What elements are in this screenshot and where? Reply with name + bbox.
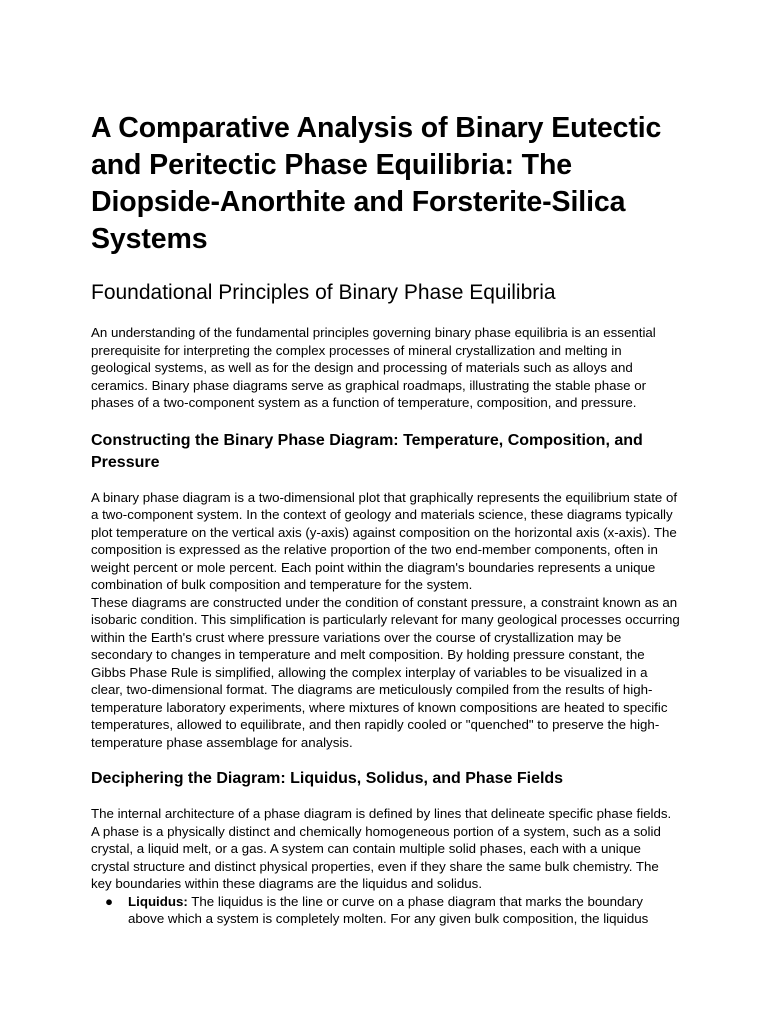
paragraph-diagram-definition: A binary phase diagram is a two-dimensional plot that graphically represents the equilibrium state of a two-component system. In the context of geology and materials science, these diagrams typically plot temperature on the vertical axis (y-axis) against composition on the horizontal axis (x-axis). The composition is expressed as the relative proportion of the two end-member components, often in weight percent or mole percent. Each point within the diagram's boundaries represents a unique combination of bulk composition and temperature for the system.: [91, 489, 678, 592]
section-heading: Foundational Principles of Binary Phase Equilibria: [91, 281, 556, 304]
paragraph-phase-fields: The internal architecture of a phase diagram is defined by lines that delineate specific phase fields. A phase is a physically distinct and chemically homogeneous portion of a system, such as a solid crystal, a liquid melt, or a gas. A system can contain multiple solid phases, each with a unique crystal structure and distinct physical properties, even if they share the same bulk chemistry. The key boundaries within these diagrams are the liquidus and solidus.: [91, 806, 672, 891]
subsection-heading-diagram-construction: Constructing the Binary Phase Diagram: Temperature, Composition, and Pressure: [91, 431, 643, 471]
list-item-text: The liquidus is the line or curve on a phase diagram that marks the boundary above which a system is completely molten. For any given bulk composition, the liquidus: [128, 893, 649, 926]
paragraph-isobaric-condition: These diagrams are constructed under the condition of constant pressure, a constraint known as an isobaric condition. This simplification is particularly relevant for many geological processes occurring within the Earth's crust where pressure variations over the course of crystallization may be secondary to changes in temperature and melt composition. By holding pressure constant, the Gibbs Phase Rule is simplified, allowing the complex interplay of variables to be visualized in a clear, two-dimensional format. The diagrams are meticulously compiled from the results of high-temperature laboratory experiments, where mixtures of known compositions are heated to specific temperatures, allowed to equilibrate, and then rapidly cooled or "quenched" to preserve the high-temperature phase assemblage for analysis.: [91, 594, 680, 750]
intro-paragraph: An understanding of the fundamental principles governing binary phase equilibria is an essential prerequisite for interpreting the complex processes of mineral crystallization and melting in geological systems, as well as for the design and processing of materials such as alloys and ceramics. Binary phase diagrams serve as graphical roadmaps, illustrating the stable phase or phases of a two-component system as a function of temperature, composition, and pressure.: [91, 325, 656, 410]
subsection-heading-liquidus-solidus: Deciphering the Diagram: Liquidus, Solidus, and Phase Fields: [91, 770, 564, 787]
list-item: [91, 893, 681, 928]
definition-list: [91, 893, 681, 928]
list-item-term: Liquidus:: [128, 893, 188, 909]
document-title: A Comparative Analysis of Binary Eutectic and Peritectic Phase Equilibria: The Diopside-Anorthite and Forsterite-Silica Systems: [91, 112, 662, 255]
document-page: [91, 110, 681, 928]
bullet-icon: ●: [105, 893, 114, 909]
